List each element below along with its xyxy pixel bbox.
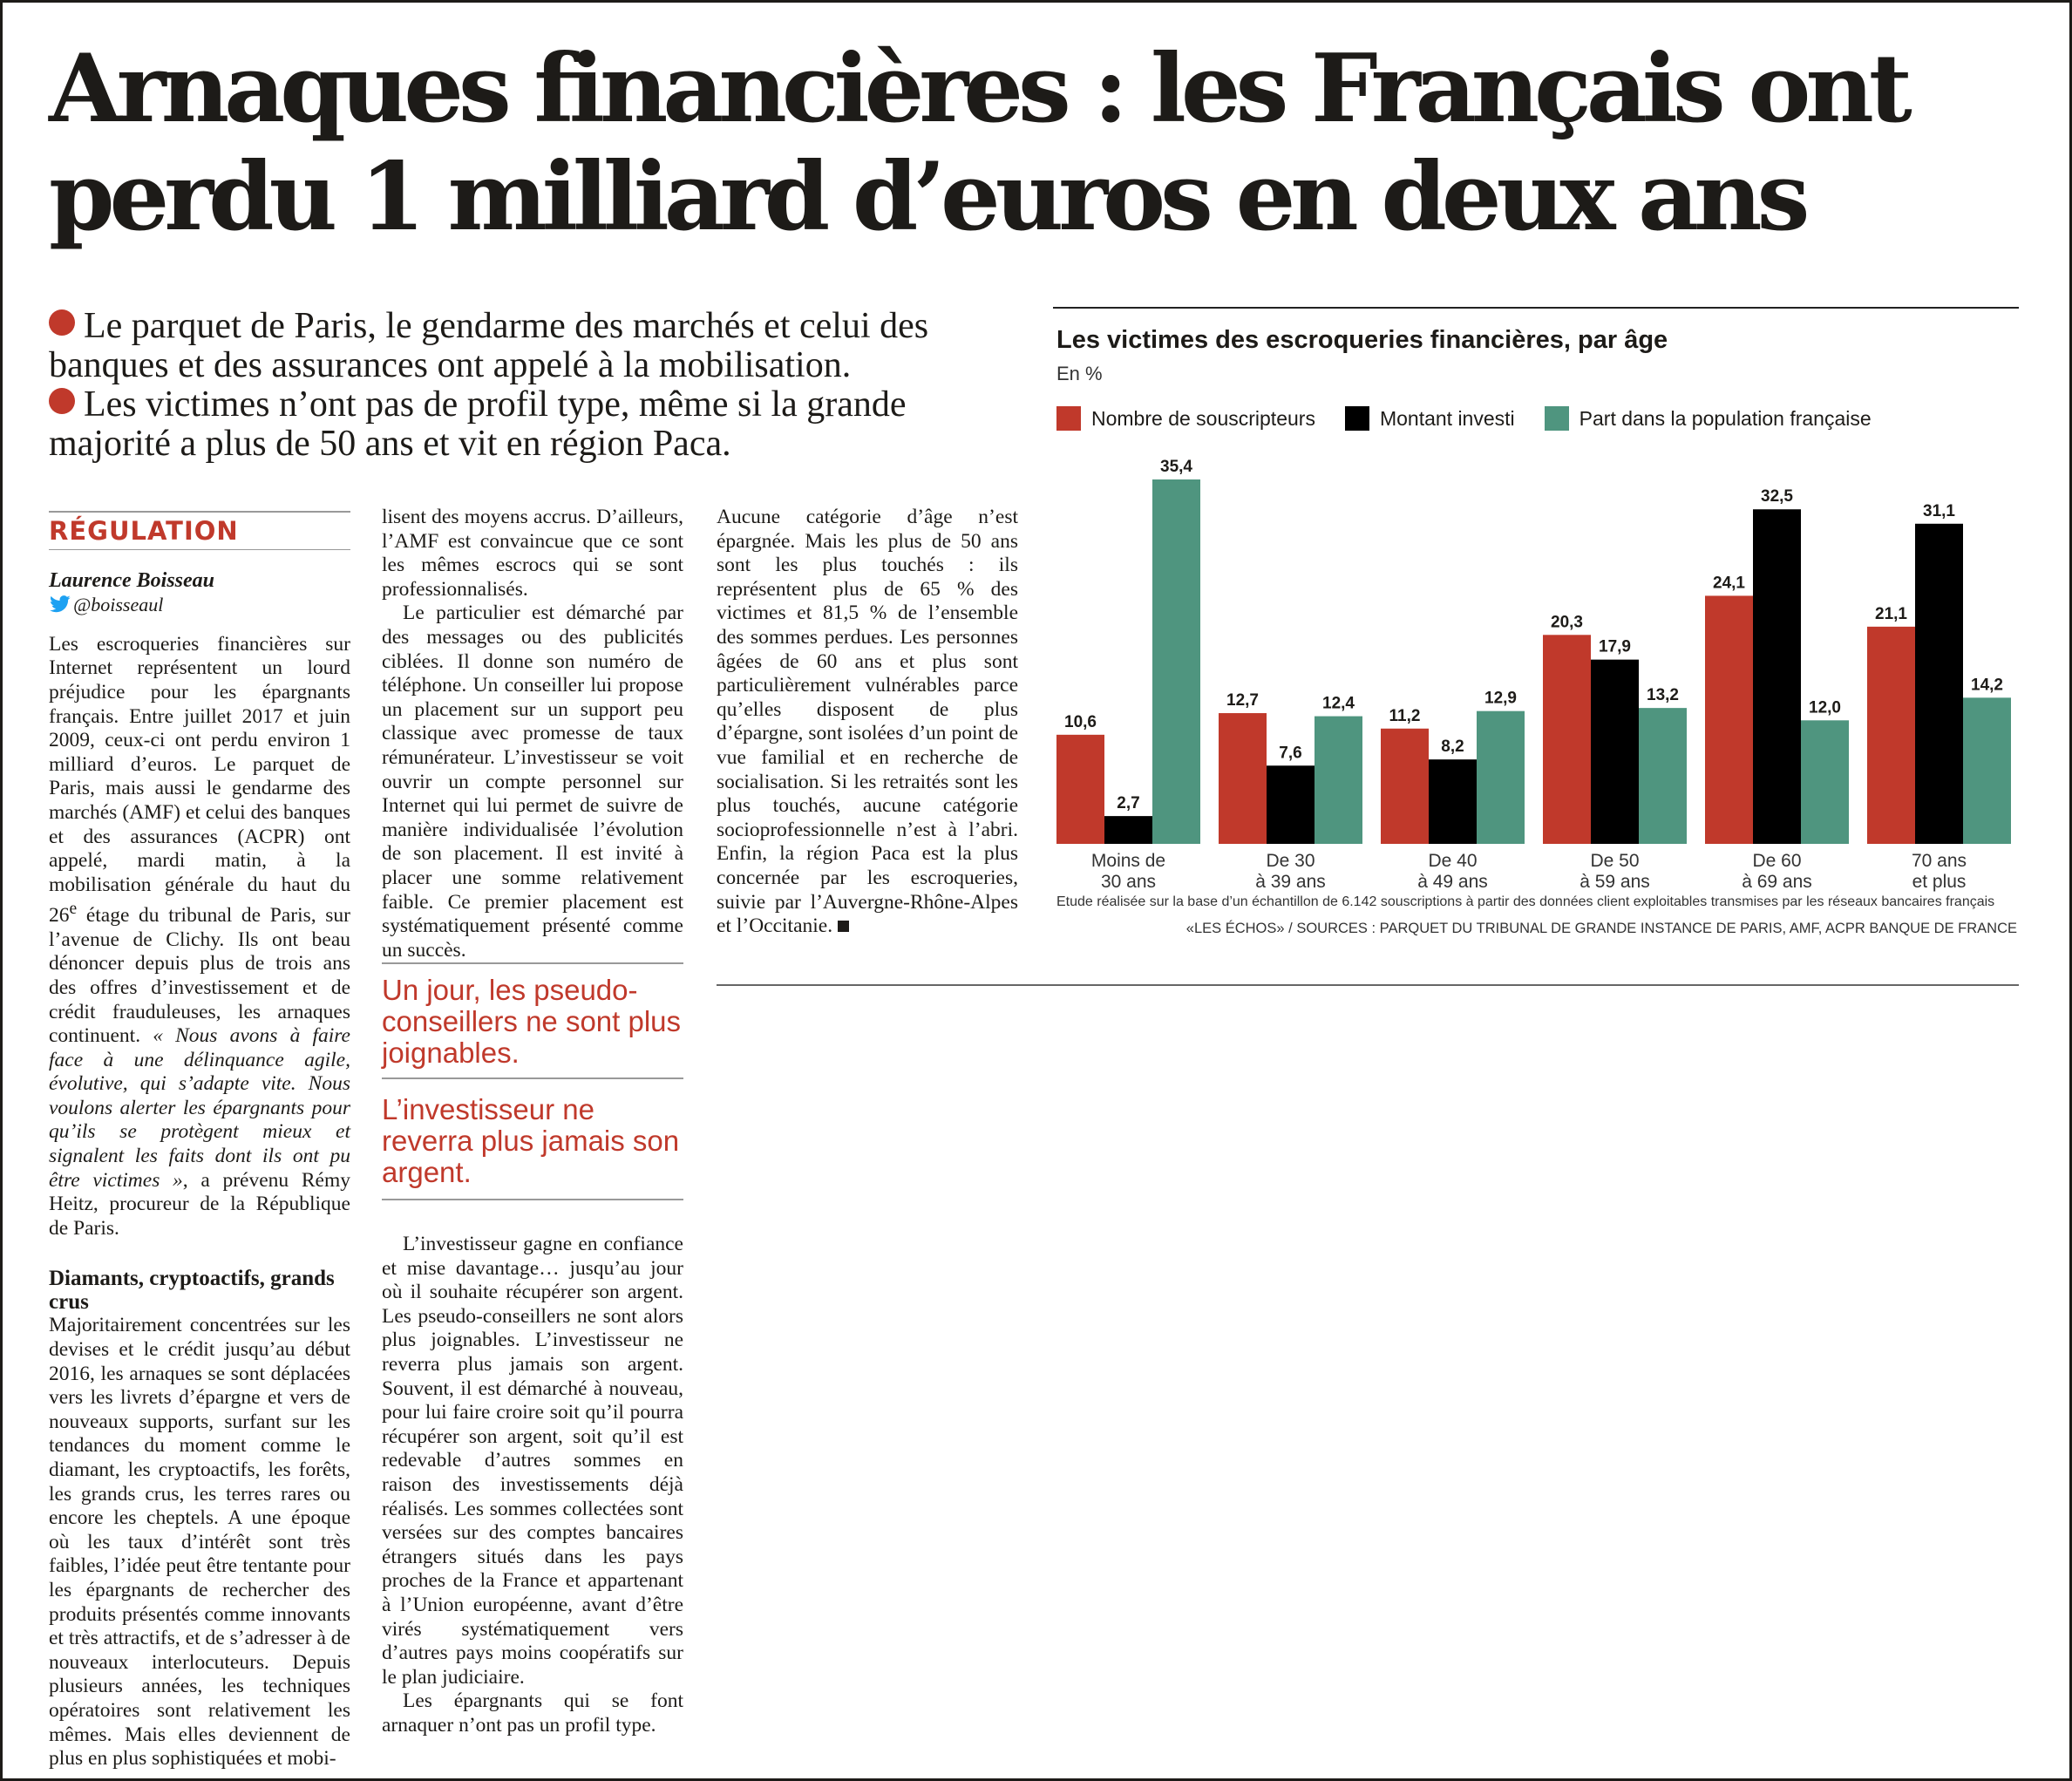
paragraph [49, 633, 350, 1241]
twitter-bird-icon [49, 595, 71, 613]
bar-value-label: 7,6 [1279, 744, 1302, 763]
bar-value-label: 32,5 [1761, 487, 1793, 506]
author-twitter[interactable] [49, 593, 350, 617]
bar-value-label: 21,1 [1875, 604, 1907, 623]
bar [1152, 479, 1200, 844]
chart-source: «LES ÉCHOS» / SOURCES : PARQUET DU TRIBUNAL DE GRANDE INSTANCE DE PARIS, AMF, ACPR BANQUE DE FRANCE [1185, 921, 2017, 936]
bar [1867, 627, 1915, 844]
bar-value-label: 14,2 [1971, 676, 2003, 695]
bar [1104, 816, 1152, 844]
bar-value-label: 11,2 [1389, 706, 1421, 725]
superscript: e [69, 900, 78, 919]
legend-item [1056, 406, 1315, 431]
bullet-dot-icon [49, 309, 75, 336]
category-label: De 30 [1266, 851, 1315, 871]
legend-item [1545, 406, 1872, 431]
category-label: et plus [1912, 872, 1967, 892]
legend-label: Nombre de souscripteurs [1091, 406, 1315, 430]
bar [1477, 711, 1525, 844]
article-column-3 [717, 506, 1018, 939]
paragraph-text: Aucune catégorie d’âge n’est épargnée. Mais les plus de 50 ans sont les plus touchés : ils représentent plus de 65 % des victimes et 81,5 % de l’ensemble des sommes perdues. Les personnes âgées de 60 ans et plus sont particulièrement vulnérables parce qu’elles disposent de plus d’épargne, sont isolées d’un point de vue familial et en recherche de socialisation. Si les retraités sont les plus touchés, aucune catégorie socioprofessionnelle n’est à l’abri. Enfin, la région Paca est la plus concernée par les escroqueries, suivie par l’Auvergne-Rhône-Alpes et l’Occitanie. [717, 506, 1018, 938]
lead-summary [49, 307, 1034, 464]
paragraph [717, 506, 1018, 939]
bar [1056, 735, 1104, 844]
bar [1543, 635, 1591, 844]
chart-legend [1056, 406, 1872, 431]
paragraph-text: , a prévenu Rémy Heitz, procureur de la République de Paris. [49, 1168, 350, 1240]
category-label: 70 ans [1911, 851, 1967, 871]
paragraph: Majoritairement concentrées sur les devises et le crédit jusqu’au début 2016, les arnaques se sont déplacées vers les livrets d’épargne et vers de nouveaux supports, surfant sur les tendances du moment comme le diamant, les cryptoactifs, les forêts, les grands crus, les terres rares ou encore les cheptels. A une époque où les taux d’intérêt sont très faibles, l’idée peut être tentante pour les épargnants de rechercher des produits présentés comme innovants et très attractifs, et de s’adresser à de nouveaux interlocuteurs. Depuis plusieurs années, les techniques opératoires sont relativement les mêmes. Mais elles deviennent de plus en plus sophistiquées et mobi- [49, 1314, 350, 1771]
bar-value-label: 31,1 [1923, 501, 1955, 520]
bar [1753, 509, 1801, 844]
section-rubric: RÉGULATION [49, 513, 350, 550]
pull-quote-1: Un jour, les pseudo-conseillers ne sont plus joignables. [382, 962, 683, 1079]
bar-value-label: 12,4 [1322, 694, 1355, 713]
category-label: De 60 [1752, 851, 1802, 871]
article-column-1 [49, 511, 350, 1771]
bar-chart [1053, 453, 2019, 894]
chart-unit: En % [1056, 363, 1103, 384]
paragraph: Les épargnants qui se font arnaquer n’ont pas un profil type. [382, 1689, 683, 1737]
category-label: Moins de [1090, 851, 1166, 871]
category-label: à 39 ans [1255, 872, 1326, 892]
lead-point-1 [49, 307, 1034, 385]
article-column-2-continued [382, 1233, 683, 1737]
bar [1381, 729, 1429, 844]
lead-point-2 [49, 385, 1034, 464]
category-label: à 69 ans [1742, 872, 1812, 892]
paragraph: L’investisseur gagne en confiance et mise davantage… jusqu’au jour où il souhaite récupérer son argent. Les pseudo-conseillers ne sont alors plus joignables. L’investisseur ne reverra plus jamais son argent. Souvent, il est démarché à nouveau, pour lui faire croire soit qu’il pourra récupérer son argent, soit qu’il est redevable d’autres sommes en raison des investissements déjà réalisés. Les sommes collectées sont versées sur des comptes bancaires étrangers situés dans les pays proches de la France et appartenant à l’Union européenne, avant d’être virés systématiquement vers d’autres pays moins coopératifs sur le plan judiciaire. [382, 1233, 683, 1689]
legend-item [1345, 406, 1515, 431]
bar [1429, 759, 1477, 844]
paragraph: Le particulier est démarché par des messages ou des publicités ciblées. Il donne son numéro de téléphone. Un conseiller lui propose un placement sur un support peu classique avec promesse de taux rémunérateur. L’investisseur se voit ouvrir un compte personnel sur Internet qui lui permet de suivre de manière individualisée l’évolution de son placement. Il est invité à placer une somme relativement faible. Ce premier placement est systématiquement présenté comme un succès. [382, 602, 683, 962]
chart-note: Etude réalisée sur la base d’un échantillon de 6.142 souscriptions à partir des données client exploitables transmises par les réseaux bancaires français [1056, 894, 1995, 909]
bar-value-label: 20,3 [1551, 613, 1583, 632]
bar-value-label: 12,9 [1484, 689, 1517, 708]
quote-text: « Nous avons à faire face à une délinquance agile, évolutive, qui s’adapte vite. Nous voulons alerter les épargnants pour qu’ils se protègent mieux et signalent les faits dont ils ont pu être victimes » [49, 1024, 350, 1192]
bar-value-label: 12,0 [1809, 698, 1841, 717]
bar-value-label: 12,7 [1226, 691, 1259, 710]
bar-value-label: 24,1 [1713, 574, 1745, 593]
end-mark-icon [838, 921, 849, 932]
legend-swatch-green [1545, 406, 1569, 431]
legend-swatch-black [1345, 406, 1369, 431]
bar-value-label: 10,6 [1064, 712, 1097, 731]
bar [1639, 708, 1687, 844]
category-label: De 40 [1428, 851, 1478, 871]
article-column-2 [382, 506, 683, 962]
bar-value-label: 35,4 [1160, 458, 1192, 476]
bar-value-label: 2,7 [1117, 794, 1140, 813]
category-label: De 50 [1590, 851, 1640, 871]
subheading: Diamants, cryptoactifs, grands crus [49, 1267, 335, 1315]
bullet-dot-icon [49, 388, 75, 414]
category-label: à 49 ans [1417, 872, 1488, 892]
twitter-handle: @boisseaul [73, 594, 164, 616]
bar [1915, 524, 1963, 844]
lead-point-1-text: Le parquet de Paris, le gendarme des marchés et celui des banques et des assurances ont appelé à la mobilisation. [49, 306, 929, 385]
category-label: à 59 ans [1579, 872, 1650, 892]
bar [1267, 765, 1315, 844]
bar [1801, 720, 1849, 844]
chart-top-rule [1053, 307, 2019, 309]
lead-point-2-text: Les victimes n’ont pas de profil type, même si la grande majorité a plus de 50 ans et vit en région Paca. [49, 384, 907, 464]
paragraph-text: Les escroqueries financières sur Internet représentent un lourd préjudice pour les épargnants français. Entre juillet 2017 et juin 2009, ceux-ci ont perdu environ 1 milliard d’euros. Le parquet de Paris, mais aussi le gendarme des marchés (AMF) et celui des banques et des assurances (ACPR) ont appelé, mardi matin, à la mobilisation générale du haut du 26 [49, 632, 350, 928]
bar [1315, 717, 1362, 844]
bar-value-label: 17,9 [1599, 637, 1631, 656]
category-label: 30 ans [1100, 872, 1157, 892]
paragraph: lisent des moyens accrus. D’ailleurs, l’AMF est convaincue que ce sont les mêmes escrocs qui se sont professionnalisés. [382, 506, 683, 601]
bar-value-label: 8,2 [1441, 738, 1464, 757]
chart-title: Les victimes des escroqueries financières, par âge [1056, 326, 1668, 354]
pull-quote-2: L’investisseur ne reverra plus jamais son argent. [382, 1085, 683, 1200]
bar [1963, 697, 2011, 844]
bar [1591, 660, 1639, 844]
bar [1705, 595, 1753, 844]
headline: Arnaques financières : les Français ont perdu 1 milliard d’euros en deux ans [49, 34, 1907, 252]
legend-label: Montant investi [1379, 406, 1515, 430]
paragraph-text: étage du tribunal de Paris, sur l’avenue de Clichy. Ils ont beau dénoncer depuis plus de trois ans des offres d’investissement et de crédit frauduleuses, les arnaques continuent. [49, 904, 350, 1048]
bar [1219, 713, 1267, 844]
chart-bottom-rule [717, 984, 2019, 986]
bar-value-label: 13,2 [1647, 686, 1679, 705]
author-name: Laurence Boisseau [49, 568, 215, 592]
legend-swatch-red [1056, 406, 1081, 431]
legend-label: Part dans la population française [1579, 406, 1872, 430]
